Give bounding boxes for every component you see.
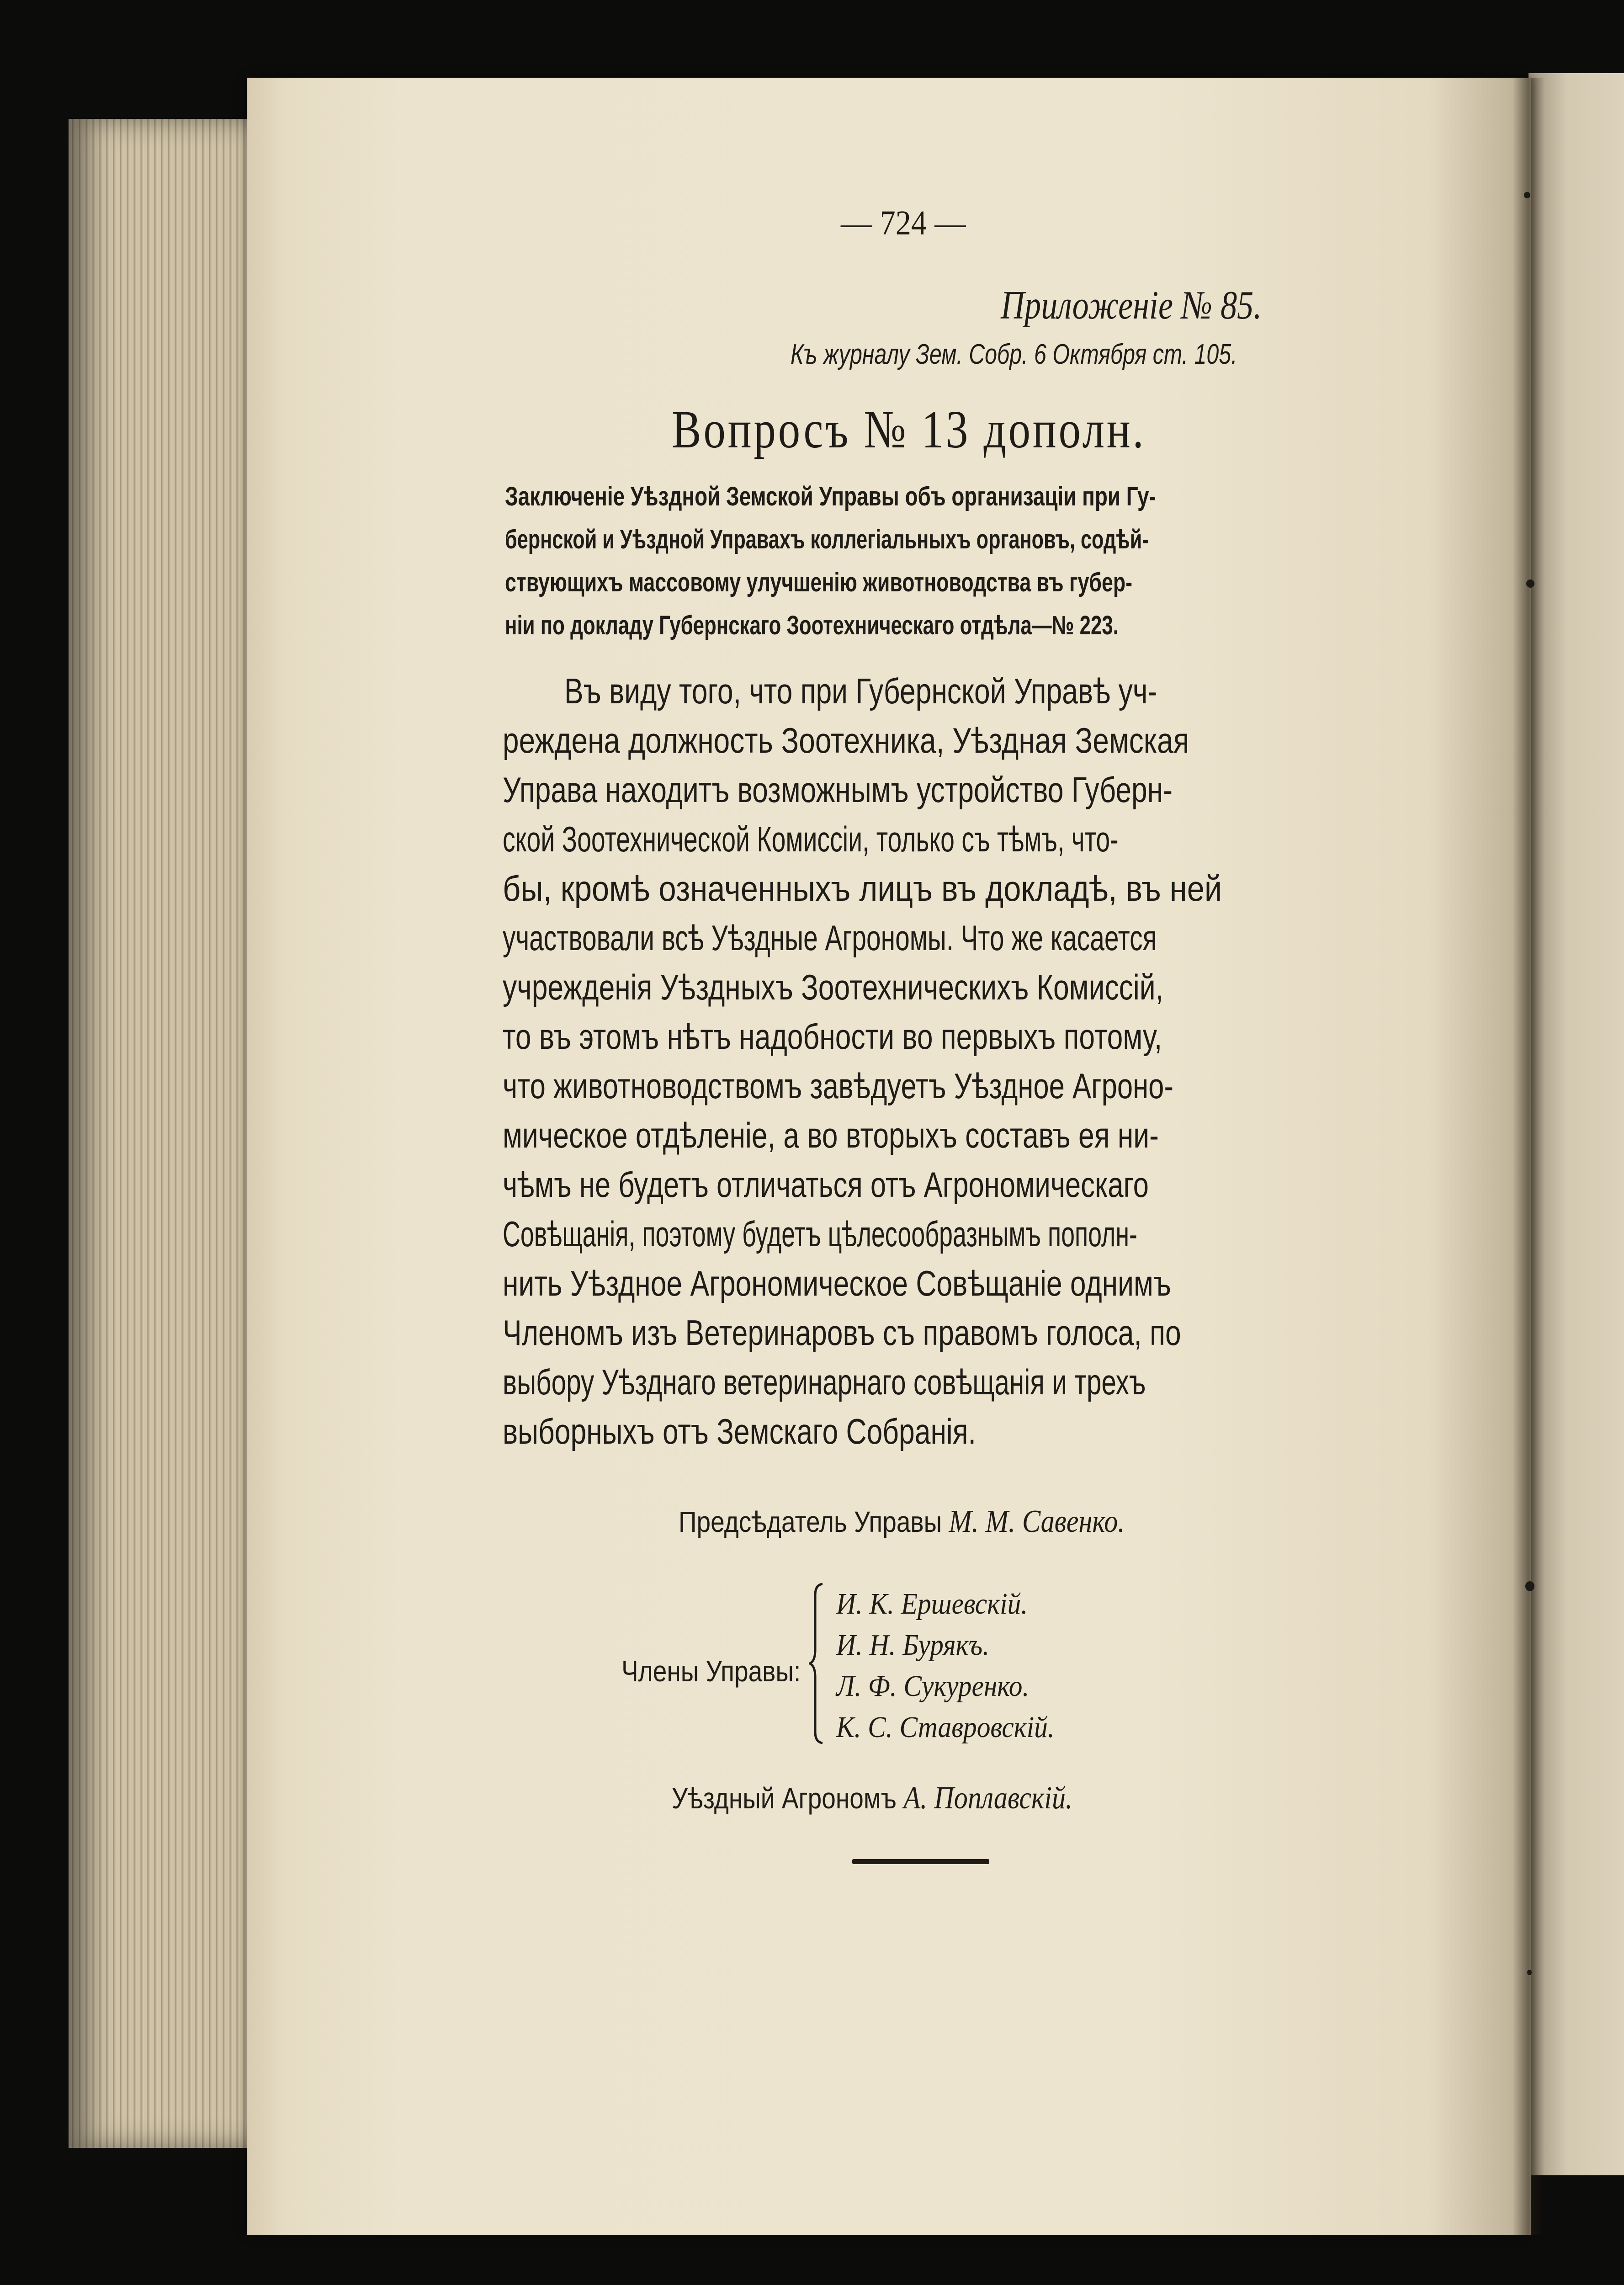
curly-brace [809, 1581, 827, 1746]
member-name: К. С. Ставровскiй. [836, 1711, 1055, 1744]
body-text [503, 666, 1380, 1456]
journal-reference: Къ журналу Зем. Собр. 6 Октября ст. 105. [791, 339, 1237, 370]
ink-speck [1525, 1581, 1534, 1591]
members-list [836, 1584, 1079, 1748]
body-line: нить Уѣздное Агрономическое Совѣщанiе однимъ [503, 1263, 1171, 1303]
member-name: Л. Ф. Сукуренко. [836, 1669, 1030, 1703]
appendix-label: Приложенie № 85. [1001, 283, 1262, 328]
summary-line: нiи по докладу Губернскаго Зоотехническаго отдѣла—№ 223. [505, 611, 1119, 640]
body-line: учрежденiя Уѣздныхъ Зоотехническихъ Комиссiй, [503, 967, 1163, 1007]
body-line: чѣмъ не будетъ отличаться отъ Агрономическаго [503, 1164, 1149, 1205]
body-line: Управа находитъ возможнымъ устройство Губерн- [503, 770, 1173, 810]
summary-line: Заключенie Уѣздной Земской Управы объ организацiи при Гу- [505, 482, 1156, 511]
closing-rule [852, 1859, 989, 1864]
ink-speck [1524, 192, 1530, 198]
chairman-name: М. М. Савенко. [949, 1504, 1125, 1539]
body-line: Въ виду того, что при Губернской Управѣ уч- [564, 671, 1157, 711]
agronomist-name: А. Поплавскiй. [903, 1780, 1073, 1816]
members-label: Члены Управы: [621, 1655, 801, 1688]
member-name: И. К. Ершевскiй. [836, 1587, 1028, 1621]
chairman-label: Предсѣдатель Управы [679, 1505, 942, 1538]
summary-line: бернской и Уѣздной Управахъ коллегiальныхъ органовъ, содѣй- [505, 525, 1149, 554]
agronomist-label: Уѣздный Агрономъ [672, 1782, 897, 1815]
summary-paragraph [505, 475, 1382, 647]
question-title: Вопросъ № 13 дополн. [672, 399, 1146, 459]
body-line: реждена должность Зоотехника, Уѣздная Земская [503, 720, 1189, 760]
member-name: И. Н. Бурякъ. [836, 1628, 990, 1662]
body-line: выборныхъ отъ Земскаго Собранiя. [503, 1411, 976, 1451]
page-number: — 724 — [841, 204, 966, 242]
body-line: участвовали всѣ Уѣздные Агрономы. Что же касается [503, 918, 1157, 958]
body-line: выбору Уѣзднаго ветеринарнаго совѣщанiя и трехъ [503, 1362, 1146, 1402]
body-line: ской Зоотехнической Комиссiи, только съ тѣмъ, что- [503, 819, 1119, 859]
body-line: бы, кромѣ означенныхъ лицъ въ докладѣ, въ ней [503, 868, 1222, 909]
body-line: мическое отдѣленiе, а во вторыхъ составъ ея ни- [503, 1115, 1159, 1155]
ink-speck [1526, 579, 1534, 588]
agronomist-signature [672, 1780, 1072, 1817]
chairman-signature [679, 1504, 1125, 1540]
body-line: что животноводствомъ завѣдуетъ Уѣздное Агроно- [503, 1066, 1173, 1106]
body-line: Совѣщанiя, поэтому будетъ цѣлесообразнымъ пополн- [503, 1214, 1137, 1254]
body-line: Членомъ изъ Ветеринаровъ съ правомъ голоса, по [503, 1313, 1181, 1353]
ink-speck [1527, 1970, 1532, 1975]
body-line: то въ этомъ нѣтъ надобности во первыхъ потому, [503, 1016, 1162, 1057]
summary-line: ствующихъ массовому улучшенiю животноводства въ губер- [505, 568, 1132, 597]
